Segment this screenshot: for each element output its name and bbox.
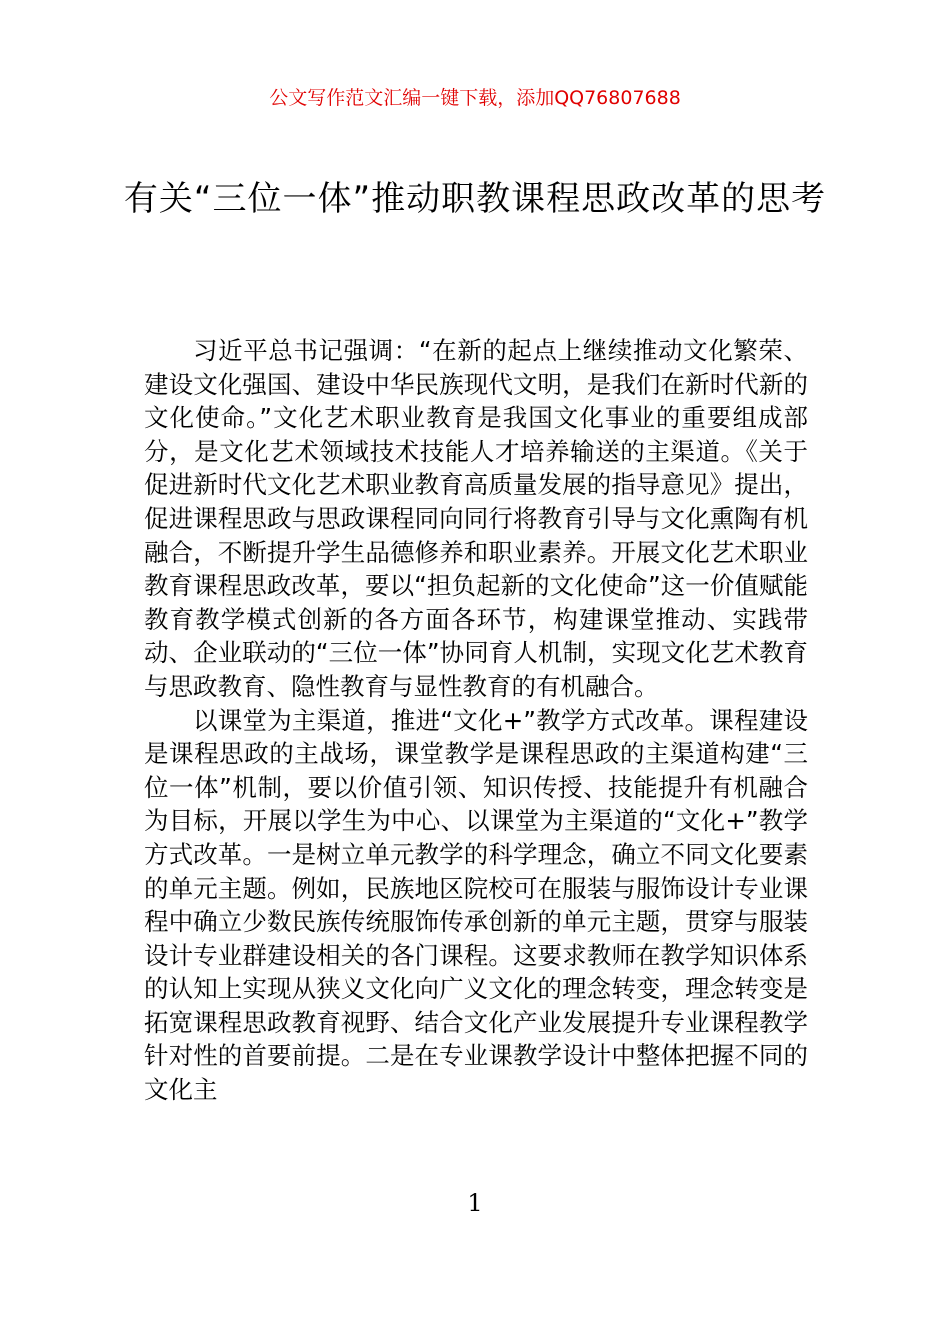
page-number: 1 bbox=[467, 1189, 483, 1217]
document-title: 有关“三位一体”推动职教课程思政改革的思考 bbox=[123, 179, 827, 219]
paragraph-1: 习近平总书记强调：“在新的起点上继续推动文化繁荣、建设文化强国、建设中华民族现代文明，是我们在新时代新的文化使命。”文化艺术职业教育是我国文化事业的重要组成部分，是文化艺术领域技术技能人才培养输送的主渠道。《关于促进新时代文化艺术职业教育高质量发展的指导意见》提出，促进课程思政与思政课程同向同行将教育引导与文化熏陶有机融合，不断提升学生品德修养和职业素养。开展文化艺术职业教育课程思政改革，要以“担负起新的文化使命”这一价值赋能教育教学模式创新的各方面各环节，构建课堂推动、实践带动、企业联动的“三位一体”协同育人机制，实现文化艺术教育与思政教育、隐性教育与显性教育的有机融合。 bbox=[144, 336, 808, 701]
header-promo-note: 公文写作范文汇编一键下载，添加QQ76807688 bbox=[269, 87, 681, 109]
paragraph-2: 以课堂为主渠道，推进“文化+”教学方式改革。课程建设是课程思政的主战场，课堂教学是课程思政的主渠道构建“三位一体”机制，要以价值引领、知识传授、技能提升有机融合为目标，开展以学生为中心、以课堂为主渠道的“文化+”教学方式改革。一是树立单元教学的科学理念，确立不同文化要素的单元主题。例如，民族地区院校可在服装与服饰设计专业课程中确立少数民族传统服饰传承创新的单元主题，贯穿与服装设计专业群建设相关的各门课程。这要求教师在教学知识体系的认知上实现从狭义文化向广义文化的理念转变，理念转变是拓宽课程思政教育视野、结合文化产业发展提升专业课程教学针对性的首要前提。二是在专业课教学设计中整体把握不同的文化主 bbox=[144, 705, 808, 1105]
document-body bbox=[144, 334, 808, 1107]
